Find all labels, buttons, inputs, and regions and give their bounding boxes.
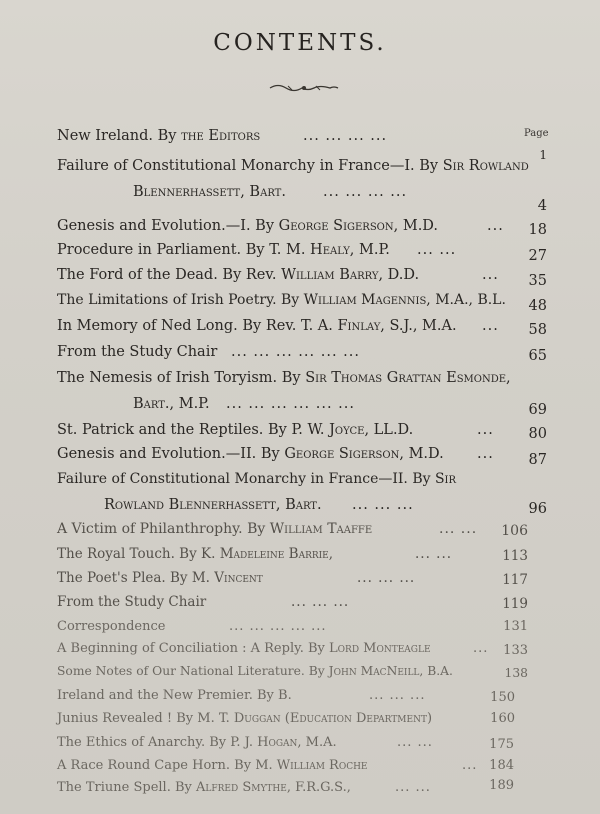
toc-entry (133, 184, 547, 214)
entry-author: Sir Rowland (442, 158, 529, 174)
entry-author: M. T. Duggan (Education Department) (197, 711, 433, 726)
entry-author: George Sigerson, M.D. (278, 218, 439, 234)
entry-author: T. A. Finlay, S.J., M.A. (301, 318, 457, 334)
entry-author: K. Madeleine Barrie, (201, 546, 334, 562)
page-number: 65 (528, 348, 547, 364)
page-number: 133 (503, 643, 528, 658)
leader-dots: ... ... ... ... ... (229, 619, 327, 634)
page-number: 35 (528, 273, 547, 289)
page-number: 80 (528, 426, 547, 442)
page-number: 96 (528, 501, 547, 517)
ornament-divider (268, 82, 340, 94)
entry-title: The Royal Touch. By (57, 546, 197, 562)
toc-entry (57, 318, 547, 342)
entry-author: T. M. Healy, M.P. (269, 242, 390, 258)
leader-dots: ... (487, 218, 504, 234)
entry-author: M. Vincent (191, 570, 263, 586)
leader-dots: ... ... ... ... ... ... (226, 396, 356, 412)
toc-entry (57, 546, 547, 570)
toc-entry (57, 711, 547, 735)
entry-title: St. Patrick and the Reptiles. By (57, 422, 287, 438)
entry-title: From the Study Chair (57, 594, 207, 610)
page-number: 27 (528, 248, 547, 264)
entry-author: Blennerhassett, Bart. (133, 184, 286, 200)
page-number: 69 (528, 402, 547, 418)
leader-dots: ... (482, 267, 499, 283)
entry-title: The Ford of the Dead. By Rev. (57, 267, 277, 283)
entry-title: A Beginning of Conciliation : A Reply. By (57, 641, 325, 656)
leader-dots: ... (477, 422, 494, 438)
entry-title: In Memory of Ned Long. By Rev. (57, 318, 297, 334)
entry-author: M. William Roche (255, 758, 368, 773)
page-number: 160 (490, 711, 515, 726)
leader-dots: ... ... (395, 780, 431, 795)
entry-title: Procedure in Parliament. By (57, 242, 265, 258)
leader-dots: ... (477, 446, 494, 462)
leader-dots: ... ... ... (291, 594, 350, 610)
toc-entry (57, 570, 547, 594)
entry-title: Failure of Constitutional Monarchy in France—II. By (57, 471, 431, 487)
page-number: 1 (539, 148, 547, 162)
entry-author: Sir (434, 471, 457, 487)
page-number: 106 (501, 523, 528, 539)
page-number: 138 (504, 666, 528, 680)
page-number: 48 (528, 298, 547, 314)
page-number: 58 (528, 322, 547, 338)
entry-author: William Magennis, M.A., B.L. (303, 292, 506, 308)
page-number: 4 (537, 198, 547, 214)
entry-author: John MacNeill, B.A. (328, 664, 453, 678)
toc-entry (104, 497, 547, 521)
entry-title: A Victim of Philanthrophy. By (57, 521, 266, 537)
entry-title: The Ethics of Anarchy. By (57, 735, 227, 750)
leader-dots: ... (473, 641, 489, 656)
toc-entry (57, 664, 547, 688)
toc-entry (57, 292, 547, 316)
entry-title: New Ireland. By (57, 128, 177, 144)
leader-dots: ... ... ... (369, 688, 426, 703)
entry-title: From the Study Chair (57, 344, 218, 360)
toc-entry (57, 422, 547, 446)
toc-entry (57, 735, 547, 759)
entry-author: Sir Thomas Grattan Esmonde, (305, 370, 511, 386)
toc-entry (57, 242, 547, 266)
entry-title: Genesis and Evolution.—II. By (57, 446, 280, 462)
page-number: 189 (489, 778, 514, 793)
page-number: 117 (502, 572, 528, 588)
page-number: 113 (502, 548, 528, 564)
toc-entry (57, 471, 547, 495)
entry-title: Failure of Constitutional Monarchy in France—I. By (57, 158, 439, 174)
toc-entry (57, 780, 547, 804)
leader-dots: ... ... ... ... ... ... (231, 344, 361, 360)
leader-dots: ... ... (439, 521, 478, 537)
leader-dots: ... ... (397, 735, 433, 750)
entry-title: Correspondence (57, 619, 166, 634)
toc-entry (57, 688, 547, 712)
entry-author: William Taaffe (269, 521, 373, 537)
entry-author: Alfred Smythe, F.R.G.S., (196, 780, 351, 795)
entry-author: the Editors (181, 128, 261, 144)
entry-author: George Sigerson, M.D. (284, 446, 444, 462)
leader-dots: ... ... (417, 242, 457, 258)
toc-entry (57, 641, 547, 665)
entry-title: A Race Round Cape Horn. By (57, 758, 252, 773)
page-number: 87 (528, 452, 547, 468)
toc-entry (57, 148, 547, 182)
page-number: 131 (503, 619, 528, 634)
toc-entry (57, 344, 547, 368)
toc-entry (57, 446, 547, 470)
leader-dots: ... (482, 318, 499, 334)
entry-author: Bart., M.P. (133, 396, 210, 412)
page-column-label: Page (524, 128, 549, 139)
entry-title: Some Notes of Our National Literature. By (57, 664, 325, 678)
toc-entry (133, 396, 547, 420)
toc-entry (57, 619, 547, 643)
toc-entry (57, 521, 547, 545)
entry-title: Junius Revealed ! By (57, 711, 194, 726)
entry-author: P. W. Joyce, LL.D. (291, 422, 414, 438)
page-number: 119 (502, 596, 528, 612)
toc-entry (57, 267, 547, 291)
entry-title: The Limitations of Irish Poetry. By (57, 292, 300, 308)
toc-entry (57, 758, 547, 782)
toc-entry (57, 128, 547, 152)
leader-dots: ... ... ... (357, 570, 416, 586)
entry-title: Genesis and Evolution.—I. By (57, 218, 275, 234)
entry-author: William Barry, D.D. (281, 267, 420, 283)
entry-author: Rowland Blennerhassett, Bart. (104, 497, 322, 513)
entry-title: The Poet's Plea. By (57, 570, 188, 586)
page-number: 184 (489, 758, 514, 773)
entry-author: P. J. Hogan, M.A. (230, 735, 337, 750)
entry-author: Lord Monteagle (329, 641, 431, 656)
page-number: 18 (528, 222, 547, 238)
leader-dots: ... (462, 758, 478, 773)
entry-author: B. (278, 688, 292, 703)
entry-title: The Triune Spell. By (57, 780, 192, 795)
page-number: 150 (490, 690, 515, 705)
toc-entry (57, 370, 547, 394)
toc-entry (57, 594, 547, 618)
leader-dots: ... ... ... ... (303, 128, 388, 144)
page-number: 175 (489, 737, 514, 752)
entry-title: Ireland and the New Premier. By (57, 688, 274, 703)
leader-dots: ... ... (415, 546, 453, 562)
toc-entry (57, 218, 547, 242)
entry-title: The Nemesis of Irish Toryism. By (57, 370, 301, 386)
leader-dots: ... ... ... ... (323, 184, 408, 200)
leader-dots: ... ... ... (352, 497, 414, 513)
page-title: CONTENTS. (213, 30, 387, 56)
